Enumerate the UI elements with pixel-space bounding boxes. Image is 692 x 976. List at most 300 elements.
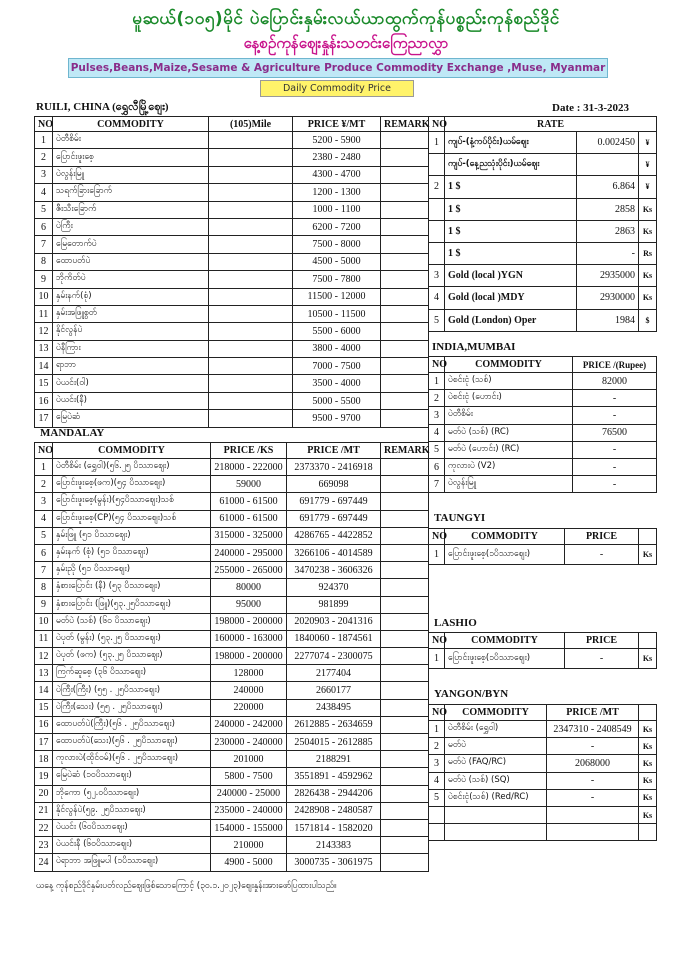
ruili-cell: 2380 - 2480 <box>293 149 381 166</box>
mandalay-cell: 1 <box>35 459 53 476</box>
mandalay-cell <box>381 819 429 836</box>
rate-cell: 2930000 <box>577 287 639 309</box>
mandalay-cell: 240000 - 295000 <box>211 544 287 561</box>
rate-cell: ¥ <box>639 154 657 176</box>
ruili-cell: ထောပတ်ပဲ <box>53 253 209 270</box>
india-header-1: COMMODITY <box>445 357 573 373</box>
mandalay-cell: 2612885 - 2634659 <box>287 716 381 733</box>
table-row <box>35 201 429 218</box>
table-row <box>35 648 429 665</box>
rate-cell: 1 $ <box>445 242 577 264</box>
rate-cell: $ <box>639 309 657 331</box>
mandalay-cell <box>381 579 429 596</box>
lashio-cell: ပြောင်းဖူးစေ့(၁ပိဿာဈေး) <box>445 649 565 669</box>
rate-cell: 3 <box>429 265 445 287</box>
ruili-cell: 8 <box>35 253 53 270</box>
india-cell: 4 <box>429 424 445 441</box>
mandalay-cell: ပြောင်းဖူးစေ့(မွန်း)(၅၄ပိဿာဈေး)သစ် <box>53 493 211 510</box>
rate-cell: 4 <box>429 287 445 309</box>
ruili-cell <box>381 358 429 375</box>
ruili-cell: 7500 - 8000 <box>293 236 381 253</box>
rate-cell: ¥ <box>639 132 657 154</box>
table-row <box>429 220 657 242</box>
rate-cell: 2858 <box>577 198 639 220</box>
table-row <box>35 562 429 579</box>
yangon-cell <box>639 824 657 841</box>
table-row <box>35 236 429 253</box>
table-row <box>429 772 657 789</box>
table-row <box>429 265 657 287</box>
mandalay-cell <box>381 527 429 544</box>
ruili-cell: ဇီးသီးခြောက် <box>53 201 209 218</box>
table-row <box>429 824 657 841</box>
mandalay-header-0: NO <box>35 443 53 459</box>
mandalay-cell: 220000 <box>211 699 287 716</box>
ruili-cell <box>381 201 429 218</box>
ruili-cell: ဘိုကိတ်ပဲ <box>53 271 209 288</box>
mandalay-cell: 198000 - 200000 <box>211 613 287 630</box>
mandalay-cell <box>381 854 429 871</box>
table-row <box>35 613 429 630</box>
mandalay-cell <box>381 493 429 510</box>
ruili-cell: 7000 - 7500 <box>293 358 381 375</box>
mandalay-cell: 18 <box>35 751 53 768</box>
mandalay-cell: ပြောင်းဖူးစေ့(CP)(၅၄ ပိဿာဈေး)သစ် <box>53 510 211 527</box>
mandalay-cell: 669098 <box>287 476 381 493</box>
table-row <box>35 410 429 427</box>
table-row <box>35 802 429 819</box>
table-row <box>35 751 429 768</box>
mandalay-cell: ကြက်ဆူစေ့ (၃၆ ပိဿာဈေး) <box>53 665 211 682</box>
yangon-header-0: NO <box>429 705 445 721</box>
yangon-cell <box>547 806 639 823</box>
ruili-cell: 11500 - 12000 <box>293 288 381 305</box>
mandalay-cell: 210000 <box>211 837 287 854</box>
table-row <box>35 493 429 510</box>
rate-cell: 0.002450 <box>577 132 639 154</box>
table-row <box>35 734 429 751</box>
table-row <box>35 596 429 613</box>
ruili-cell: နိုင်လွန်ပဲ <box>53 323 209 340</box>
mandalay-cell: နှမ်းဖြူ (၅၁ ပိဿာဈေး) <box>53 527 211 544</box>
mandalay-cell: ထောပတ်ပဲ(ကြီး)(၅၆ . ၂၅ပိဿာဈေး) <box>53 716 211 733</box>
ruili-cell <box>381 184 429 201</box>
subtitle-myanmar: နေ့စဉ်ကုန်ဈေးနှုန်းသတင်းကြေညာလွှာ <box>243 34 449 52</box>
mandalay-cell: 315000 - 325000 <box>211 527 287 544</box>
ruili-cell: 7500 - 7800 <box>293 271 381 288</box>
table-row <box>429 373 657 390</box>
mandalay-cell: 240000 - 25000 <box>211 785 287 802</box>
ruili-cell: 4500 - 5000 <box>293 253 381 270</box>
mandalay-cell: 24 <box>35 854 53 871</box>
mandalay-cell <box>381 785 429 802</box>
table-row <box>35 819 429 836</box>
yangon-cell <box>445 806 547 823</box>
table-row <box>35 392 429 409</box>
taungyi-table <box>428 528 657 565</box>
mandalay-header-3: PRICE /MT <box>287 443 381 459</box>
mandalay-cell: မတ်ပဲ (သစ်) (၆၀ ပိဿာဈေး) <box>53 613 211 630</box>
table-row <box>35 166 429 183</box>
mandalay-cell: မြေပဲဆံ (၁၀ပိဿာဈေး) <box>53 768 211 785</box>
table-row <box>429 154 657 176</box>
mandalay-cell: 2143383 <box>287 837 381 854</box>
india-cell: 2 <box>429 390 445 407</box>
ruili-cell: သရက်ခြားခြောက် <box>53 184 209 201</box>
table-row <box>35 527 429 544</box>
yangon-cell: Ks <box>639 772 657 789</box>
mandalay-cell: ပဲယင်းနီ (၆၀ပိဿာဈေး) <box>53 837 211 854</box>
mandalay-cell: 4 <box>35 510 53 527</box>
ruili-cell <box>209 410 293 427</box>
ruili-header-2: (105)Mile <box>209 117 293 132</box>
yangon-cell: 2 <box>429 738 445 755</box>
lashio-cell: Ks <box>639 649 657 669</box>
table-row <box>429 407 657 424</box>
mandalay-cell: 201000 <box>211 751 287 768</box>
yangon-cell: - <box>547 772 639 789</box>
mandalay-cell: ပဲပုတ် (မွန်း) (၅၃.၂၅ ပိဿာဈေး) <box>53 630 211 647</box>
mandalay-cell <box>381 562 429 579</box>
ruili-cell <box>209 166 293 183</box>
india-cell: ပဲစင်းငုံ (ဟောင်း) <box>445 390 573 407</box>
mandalay-cell: 8 <box>35 579 53 596</box>
india-header-0: NO <box>429 357 445 373</box>
ruili-cell <box>209 253 293 270</box>
yangon-header-3 <box>639 705 657 721</box>
mandalay-cell: 924370 <box>287 579 381 596</box>
date-label: Date : 31-3-2023 <box>552 102 629 114</box>
rate-table <box>428 116 657 332</box>
ruili-cell <box>209 288 293 305</box>
mandalay-cell: နှံစားပြောင်း (ဖြူ)(၅၃.၂၅ပိဿာဈေး) <box>53 596 211 613</box>
mandalay-cell: 23 <box>35 837 53 854</box>
ruili-cell <box>381 323 429 340</box>
ruili-cell <box>209 358 293 375</box>
rate-cell: - <box>577 242 639 264</box>
rate-cell: Gold (local )YGN <box>445 265 577 287</box>
table-row <box>429 738 657 755</box>
title-myanmar: မူဆယ်(၁၀၅)မိုင် ပဲပြောင်းနှမ်းလယ်ယာထွက်ကုန်ပစ္စည်းကုန်စည်ဒိုင် <box>132 9 560 29</box>
taungyi-header-2: PRICE <box>565 529 639 545</box>
table-row <box>429 806 657 823</box>
india-cell: - <box>573 458 657 475</box>
lashio-caption: LASHIO <box>434 617 477 629</box>
mandalay-cell <box>381 510 429 527</box>
lashio-table <box>428 632 657 669</box>
ruili-cell <box>209 149 293 166</box>
mandalay-cell: ပဲယင်း (၆၀ပိဿာဈေး) <box>53 819 211 836</box>
ruili-cell: 1200 - 1300 <box>293 184 381 201</box>
mandalay-cell: ပြောင်းဖူးစေ့(ဖက)(၅၄ ပိဿာဈေး) <box>53 476 211 493</box>
ruili-caption: RUILI, CHINA (ရွှေလီမြို့ဈေး) <box>36 101 169 113</box>
yangon-cell <box>429 824 445 841</box>
mandalay-cell: 240000 - 242000 <box>211 716 287 733</box>
taungyi-cell: ပြောင်းဖူးစေ့(၁ပိဿာဈေး) <box>445 545 565 565</box>
mandalay-cell: 2428908 - 2480587 <box>287 802 381 819</box>
mandalay-cell: 230000 - 240000 <box>211 734 287 751</box>
ruili-header-1: COMMODITY <box>53 117 209 132</box>
rate-cell <box>577 154 639 176</box>
ruili-header-3: PRICE ¥/MT <box>293 117 381 132</box>
mandalay-cell: 2660177 <box>287 682 381 699</box>
taungyi-header-1: COMMODITY <box>445 529 565 545</box>
mandalay-cell: 2504015 - 2612885 <box>287 734 381 751</box>
ruili-cell: 16 <box>35 392 53 409</box>
table-row <box>429 545 657 565</box>
mandalay-cell: 2188291 <box>287 751 381 768</box>
table-row <box>35 716 429 733</box>
india-cell: ပဲလွန်းမြူ <box>445 476 573 493</box>
table-row <box>35 253 429 270</box>
taungyi-cell: Ks <box>639 545 657 565</box>
ruili-cell <box>381 375 429 392</box>
mandalay-cell <box>381 699 429 716</box>
english-title-banner: Pulses,Beans,Maize,Sesame & Agriculture Produce Commodity Exchange ,Muse, Myanmar <box>68 58 608 78</box>
rate-cell: 2935000 <box>577 265 639 287</box>
ruili-cell: 4 <box>35 184 53 201</box>
mandalay-cell: 3470238 - 3606326 <box>287 562 381 579</box>
table-row <box>35 768 429 785</box>
ruili-cell <box>209 132 293 149</box>
mandalay-cell: 2177404 <box>287 665 381 682</box>
mandalay-cell: 20 <box>35 785 53 802</box>
mandalay-cell: 11 <box>35 630 53 647</box>
mandalay-cell: 2020903 - 2041316 <box>287 613 381 630</box>
ruili-cell: 11 <box>35 305 53 322</box>
ruili-cell <box>209 236 293 253</box>
mandalay-cell: 2438495 <box>287 699 381 716</box>
mandalay-cell: 3551891 - 4592962 <box>287 768 381 785</box>
mandalay-cell: 235000 - 240000 <box>211 802 287 819</box>
mandalay-cell: 3 <box>35 493 53 510</box>
mandalay-cell: ပဲရာဘာ အဖြူမပါ (၁ပိဿာဈေး) <box>53 854 211 871</box>
india-cell: - <box>573 390 657 407</box>
rate-cell: Ks <box>639 287 657 309</box>
table-row <box>429 309 657 331</box>
ruili-cell: 4300 - 4700 <box>293 166 381 183</box>
ruili-cell: 1000 - 1100 <box>293 201 381 218</box>
ruili-cell: 14 <box>35 358 53 375</box>
rate-cell: Ks <box>639 265 657 287</box>
table-row <box>429 424 657 441</box>
taungyi-header-3 <box>639 529 657 545</box>
india-cell: - <box>573 407 657 424</box>
ruili-cell: 3800 - 4000 <box>293 340 381 357</box>
ruili-cell <box>381 253 429 270</box>
mandalay-cell: ပဲပုတ် (ဖက) (၅၃.၂၅ ပိဿာဈေး) <box>53 648 211 665</box>
mandalay-cell: ပဲတီစိမ်း (ရွှေဝါ)(၅၆.၂၅ ပိဿာဈေး) <box>53 459 211 476</box>
ruili-cell: ပြောင်းဖူးစေ့ <box>53 149 209 166</box>
table-row <box>35 579 429 596</box>
yangon-cell: ပဲစင်းငုံ(သစ်) (Red/RC) <box>445 789 547 806</box>
mandalay-cell: 240000 <box>211 682 287 699</box>
mandalay-cell: 3000735 - 3061975 <box>287 854 381 871</box>
mandalay-cell: 4900 - 5000 <box>211 854 287 871</box>
ruili-cell <box>209 340 293 357</box>
yangon-cell: မတ်ပဲ <box>445 738 547 755</box>
yangon-cell: 2347310 - 2408549 <box>547 721 639 738</box>
ruili-cell <box>209 392 293 409</box>
table-row <box>429 458 657 475</box>
mandalay-cell: 5800 - 7500 <box>211 768 287 785</box>
rate-cell: 5 <box>429 309 445 331</box>
table-row <box>35 476 429 493</box>
ruili-cell: 13 <box>35 340 53 357</box>
ruili-cell: 17 <box>35 410 53 427</box>
mandalay-cell <box>381 648 429 665</box>
rate-cell: Rs <box>639 242 657 264</box>
ruili-cell: 9500 - 9700 <box>293 410 381 427</box>
mandalay-header-4: REMARK <box>381 443 429 459</box>
mandalay-cell: 198000 - 200000 <box>211 648 287 665</box>
ruili-cell: 15 <box>35 375 53 392</box>
ruili-cell <box>209 305 293 322</box>
rate-cell: ¥ <box>639 176 657 198</box>
table-row <box>35 288 429 305</box>
ruili-cell: 7 <box>35 236 53 253</box>
mandalay-cell <box>381 734 429 751</box>
mandalay-cell <box>381 630 429 647</box>
yangon-cell: Ks <box>639 755 657 772</box>
table-row <box>429 132 657 154</box>
ruili-cell <box>381 271 429 288</box>
india-cell: မတ်ပဲ (ဟောင်း) (RC) <box>445 441 573 458</box>
mandalay-cell: 4286765 - 4422852 <box>287 527 381 544</box>
table-row <box>35 149 429 166</box>
ruili-cell: မြေတောက်ပဲ <box>53 236 209 253</box>
mandalay-cell: 21 <box>35 802 53 819</box>
ruili-cell: ပဲယင်း(နီ) <box>53 392 209 409</box>
yangon-cell: Ks <box>639 738 657 755</box>
ruili-cell: 6200 - 7200 <box>293 218 381 235</box>
mandalay-cell <box>381 768 429 785</box>
table-row <box>429 441 657 458</box>
ruili-cell <box>381 149 429 166</box>
mandalay-cell: နှမ်းညို (၅၁ ပိဿာဈေး) <box>53 562 211 579</box>
ruili-cell: 3 <box>35 166 53 183</box>
mandalay-cell <box>381 613 429 630</box>
ruili-cell: 10 <box>35 288 53 305</box>
table-row <box>429 242 657 264</box>
rate-cell <box>429 198 445 220</box>
mandalay-cell: 61000 - 61500 <box>211 510 287 527</box>
ruili-cell: 2 <box>35 149 53 166</box>
table-row <box>35 271 429 288</box>
ruili-cell: နှမ်းအဖြူစွတ် <box>53 305 209 322</box>
mandalay-cell: 2 <box>35 476 53 493</box>
yangon-cell: 4 <box>429 772 445 789</box>
table-row <box>35 510 429 527</box>
mandalay-cell: 128000 <box>211 665 287 682</box>
yangon-cell <box>445 824 547 841</box>
ruili-cell: မြေပဲဆံ <box>53 410 209 427</box>
table-row <box>35 665 429 682</box>
rate-cell <box>429 220 445 242</box>
ruili-cell: 5000 - 5500 <box>293 392 381 409</box>
daily-price-label: Daily Commodity Price <box>260 80 414 97</box>
footnote: ယနေ့ ကုန်စည်ဒိုင်နှမ်းပတ်လည်ဈေးဖြစ်သောကြောင့် (၃၀.၁.၂၀၂၃)ဈေးနှုန်းအားဖော်ပြထားပါသည်။ <box>36 881 337 891</box>
mandalay-cell: 16 <box>35 716 53 733</box>
yangon-cell: - <box>547 738 639 755</box>
mandalay-cell <box>381 476 429 493</box>
rate-cell: 2 <box>429 176 445 198</box>
mandalay-cell: 12 <box>35 648 53 665</box>
india-cell: 6 <box>429 458 445 475</box>
mandalay-cell: 160000 - 163000 <box>211 630 287 647</box>
lashio-header-1: COMMODITY <box>445 633 565 649</box>
rate-cell: Gold (London) Oper <box>445 309 577 331</box>
yangon-cell: ပဲတီစိမ်း (ရွှေဝါ) <box>445 721 547 738</box>
yangon-cell: 2068000 <box>547 755 639 772</box>
mandalay-cell: 19 <box>35 768 53 785</box>
ruili-cell <box>381 218 429 235</box>
lashio-header-2: PRICE <box>565 633 639 649</box>
rate-cell: 6.864 <box>577 176 639 198</box>
mandalay-cell: နှမ်းနက် (စုံ) (၅၁ ပိဿာဈေး) <box>53 544 211 561</box>
ruili-cell <box>209 218 293 235</box>
mandalay-cell <box>381 459 429 476</box>
ruili-cell <box>381 132 429 149</box>
table-row <box>35 218 429 235</box>
ruili-cell: ပဲနီကြား <box>53 340 209 357</box>
table-row <box>35 854 429 871</box>
mandalay-cell: 13 <box>35 665 53 682</box>
india-cell: ကုလားပဲ (V2) <box>445 458 573 475</box>
mandalay-cell: 691779 - 697449 <box>287 510 381 527</box>
taungyi-header-0: NO <box>429 529 445 545</box>
table-row <box>429 198 657 220</box>
rate-cell: 2863 <box>577 220 639 242</box>
ruili-cell: 5 <box>35 201 53 218</box>
ruili-cell: 3500 - 4000 <box>293 375 381 392</box>
ruili-cell <box>381 392 429 409</box>
mandalay-cell: 95000 <box>211 596 287 613</box>
table-row <box>429 390 657 407</box>
mandalay-header-2: PRICE /KS <box>211 443 287 459</box>
yangon-header-1: COMMODITY <box>445 705 547 721</box>
mandalay-cell <box>381 682 429 699</box>
ruili-cell: 10500 - 11500 <box>293 305 381 322</box>
ruili-cell: ရာဘာ <box>53 358 209 375</box>
ruili-cell <box>381 340 429 357</box>
table-row <box>35 630 429 647</box>
mandalay-cell: 5 <box>35 527 53 544</box>
ruili-cell: ပဲကြီး <box>53 218 209 235</box>
india-cell: 82000 <box>573 373 657 390</box>
mandalay-cell: 7 <box>35 562 53 579</box>
mandalay-cell: 17 <box>35 734 53 751</box>
table-row <box>429 755 657 772</box>
mandalay-header-1: COMMODITY <box>53 443 211 459</box>
ruili-header-4: REMARK <box>381 117 429 132</box>
lashio-header-3 <box>639 633 657 649</box>
ruili-cell <box>209 323 293 340</box>
mandalay-cell: 80000 <box>211 579 287 596</box>
yangon-cell: 1 <box>429 721 445 738</box>
yangon-cell: 3 <box>429 755 445 772</box>
mandalay-cell: 154000 - 155000 <box>211 819 287 836</box>
ruili-cell <box>381 288 429 305</box>
table-row <box>35 699 429 716</box>
mandalay-cell: 14 <box>35 682 53 699</box>
table-row <box>35 544 429 561</box>
yangon-cell: မတ်ပဲ (သစ်) (SQ) <box>445 772 547 789</box>
ruili-cell <box>381 236 429 253</box>
mandalay-cell: နှံစားပြောင်း (နီ) (၅၃ ပိဿာဈေး) <box>53 579 211 596</box>
mandalay-cell: 22 <box>35 819 53 836</box>
india-cell: 1 <box>429 373 445 390</box>
